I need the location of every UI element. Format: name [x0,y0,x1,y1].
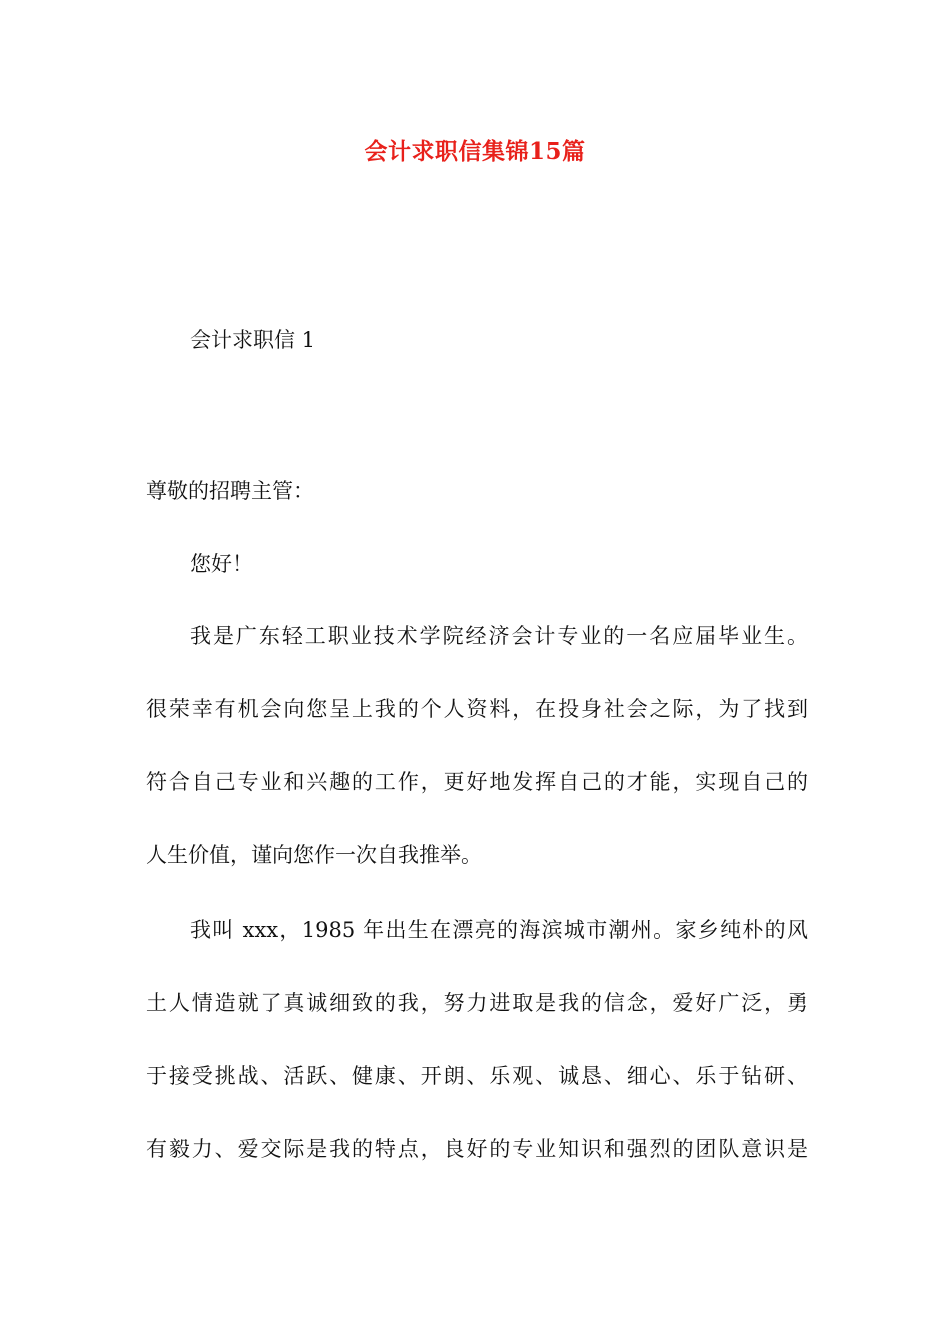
body-paragraph [146,912,808,1204]
paragraph-line: 符合自己专业和兴趣的工作，更好地发挥自己的才能，实现自己的 [146,770,808,794]
paragraph-line: 我叫 xxx，1985 年出生在漂亮的海滨城市潮州。家乡纯朴的风 [190,918,808,942]
paragraph-line: 我是广东轻工职业技术学院经济会计专业的一名应届毕业生。 [190,624,808,648]
document-title: 会计求职信集锦15篇 [364,138,586,165]
paragraph-line: 有毅力、爱交际是我的特点，良好的专业知识和强烈的团队意识是 [146,1137,808,1161]
paragraph-line: 很荣幸有机会向您呈上我的个人资料，在投身社会之际，为了找到 [146,697,808,721]
paragraph-line: 土人情造就了真诚细致的我，努力进取是我的信念，爱好广泛，勇 [146,991,808,1015]
letter-salutation: 尊敬的招聘主管： [146,479,314,503]
paragraph-line: 人生价值，谨向您作一次自我推举。 [146,843,482,867]
section-heading: 会计求职信 1 [190,328,316,352]
body-paragraph [146,618,808,910]
paragraph-line: 于接受挑战、活跃、健康、开朗、乐观、诚恳、细心、乐于钻研、 [146,1064,808,1088]
letter-greeting: 您好！ [190,552,253,576]
